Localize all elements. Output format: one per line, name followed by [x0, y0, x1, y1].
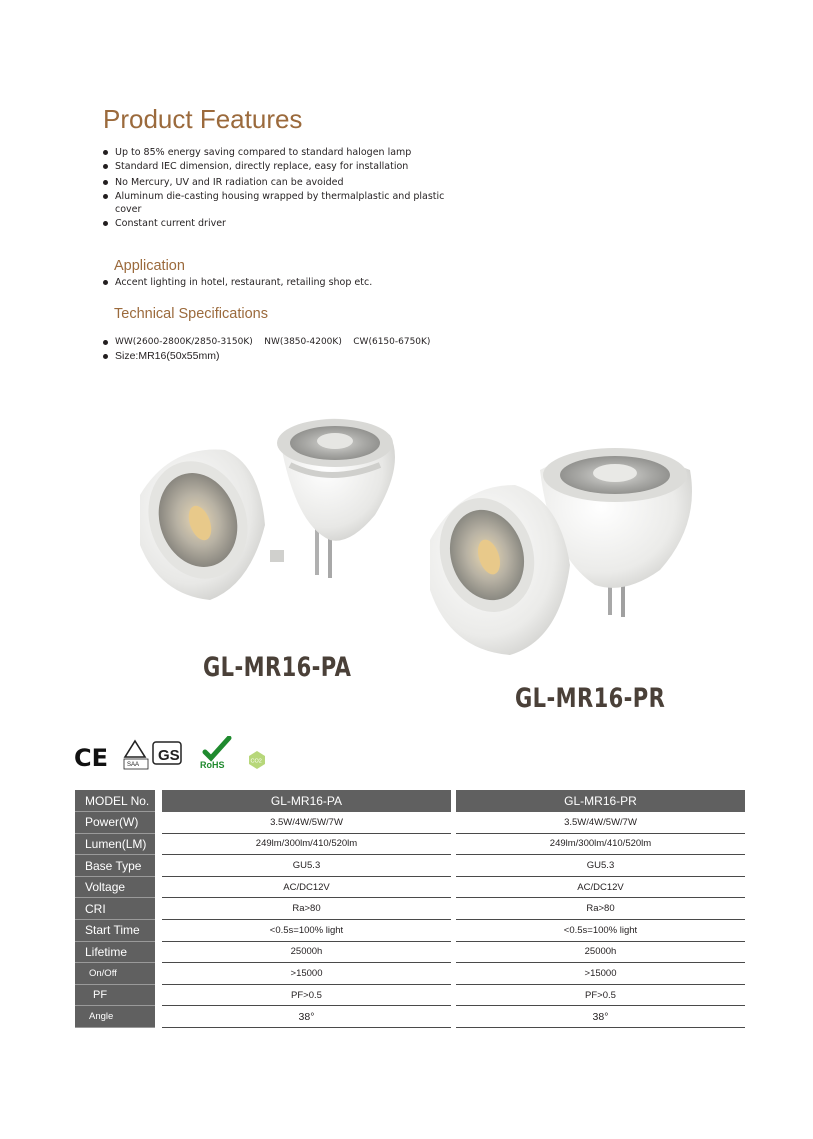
bullet-icon	[103, 180, 108, 185]
list-item: Constant current driver	[103, 217, 445, 231]
svg-text:RoHS: RoHS	[200, 760, 225, 770]
bullet-icon	[103, 354, 108, 359]
table-row: Lumen(LM) 249lm/300lm/410/520lm 249lm/300lm/410/520lm	[75, 833, 745, 855]
svg-text:CO2: CO2	[250, 758, 262, 765]
features-list	[103, 146, 445, 230]
application-list	[103, 276, 372, 290]
rohs-mark-icon	[199, 736, 235, 772]
table-header-col1: GL-MR16-PA	[162, 790, 451, 812]
table-header-row	[75, 790, 745, 812]
bullet-icon	[103, 150, 108, 155]
product-photo-pr	[425, 445, 705, 665]
product-label-pa: GL-MR16-PA	[203, 652, 352, 683]
table-row: Angle 38° 38°	[75, 1006, 745, 1028]
features-title: Product Features	[103, 104, 303, 134]
certification-row	[74, 736, 294, 776]
table-row: CRI Ra>80 Ra>80	[75, 898, 745, 920]
table-row: On/Off >15000 >15000	[75, 963, 745, 985]
bullet-icon	[103, 194, 108, 199]
bullet-icon	[103, 164, 108, 169]
table-row: Base Type GU5.3 GU5.3	[75, 855, 745, 877]
list-item: Accent lighting in hotel, restaurant, retailing shop etc.	[103, 276, 372, 290]
list-item: Aluminum die-casting housing wrapped by thermalplastic and plastic cover	[103, 190, 445, 217]
spec-table	[75, 790, 745, 1028]
table-row: Power(W) 3.5W/4W/5W/7W 3.5W/4W/5W/7W	[75, 812, 745, 834]
table-row: Start Time <0.5s=100% light <0.5s=100% light	[75, 920, 745, 942]
list-item: Size:MR16(50x55mm)	[103, 350, 430, 364]
ce-mark-icon: CE	[74, 744, 109, 772]
technical-title: Technical Specifications	[114, 306, 268, 322]
bullet-icon	[103, 221, 108, 226]
table-row: PF PF>0.5 PF>0.5	[75, 984, 745, 1006]
table-row: Voltage AC/DC12V AC/DC12V	[75, 876, 745, 898]
co2-mark-icon	[247, 750, 267, 770]
list-item: No Mercury, UV and IR radiation can be avoided	[103, 176, 445, 190]
table-row: Lifetime 25000h 25000h	[75, 941, 745, 963]
table-header-label: MODEL No.	[75, 790, 155, 812]
svg-text:GS: GS	[158, 747, 180, 764]
svg-text:SAA: SAA	[127, 762, 140, 768]
application-title: Application	[114, 258, 185, 274]
table-header-col2: GL-MR16-PR	[456, 790, 745, 812]
technical-list	[103, 336, 430, 363]
list-item: Up to 85% energy saving compared to standard halogen lamp	[103, 146, 445, 160]
product-label-pr: GL-MR16-PR	[515, 683, 666, 714]
list-item: WW(2600-2800K/2850-3150K) NW(3850-4200K) CW(6150-6750K)	[103, 336, 430, 350]
saa-gs-mark-icon	[123, 739, 185, 771]
bullet-icon	[103, 280, 108, 285]
list-item: Standard IEC dimension, directly replace, easy for installation	[103, 160, 445, 174]
bullet-icon	[103, 340, 108, 345]
product-photo-pa	[130, 405, 410, 645]
